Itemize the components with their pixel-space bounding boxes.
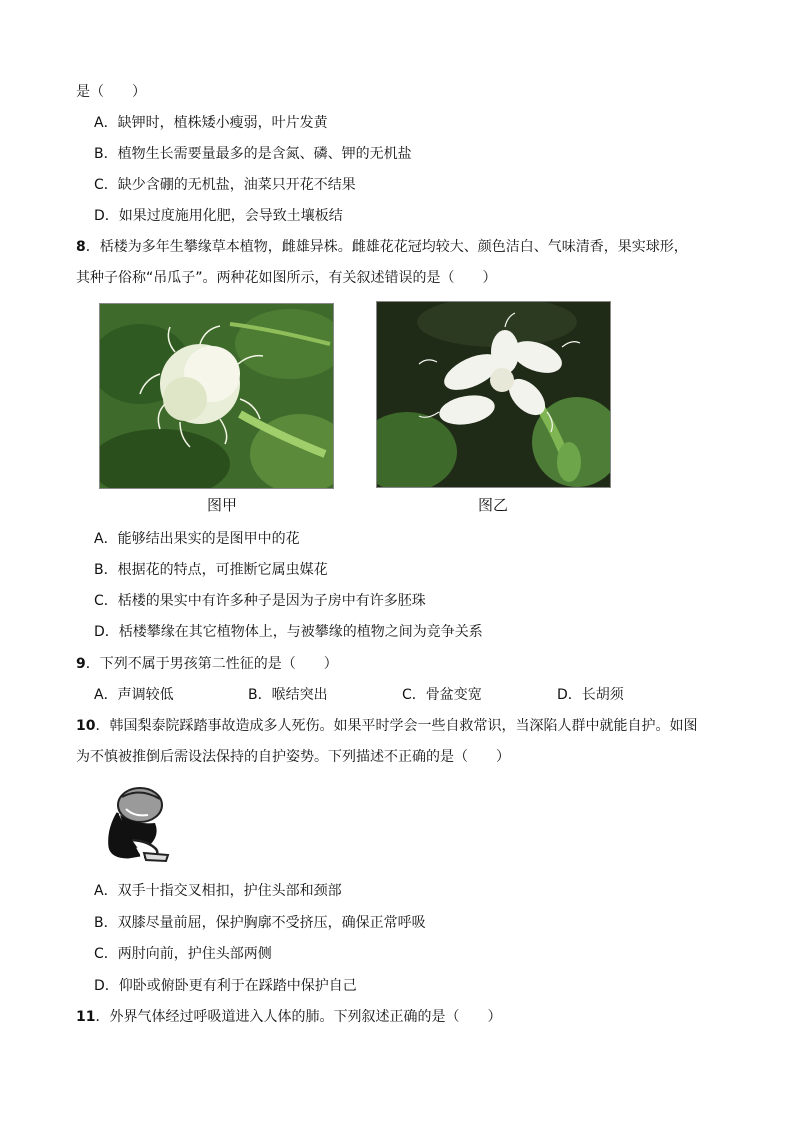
self-protection-posture-figure xyxy=(100,785,172,865)
q8-stem-line2: 其种子俗称“吊瓜子”。两种花如图所示，有关叙述错误的是（ ） xyxy=(76,270,497,286)
flower-photo-yi xyxy=(376,301,611,488)
q9-options-row xyxy=(94,685,654,705)
q10-stem-line1 xyxy=(76,716,697,736)
q10-option-b[interactable]: B．双膝尽量前屈，保护胸廓不受挤压，确保正常呼吸 xyxy=(94,915,426,931)
q7-stem-tail: 是（ ） xyxy=(76,84,146,100)
q8-option-a[interactable]: A．能够结出果实的是图甲中的花 xyxy=(94,531,300,547)
q7-option-d[interactable]: D．如果过度施用化肥，会导致土壤板结 xyxy=(94,208,343,224)
flower-yi-image xyxy=(377,302,610,487)
q10-stem-line2: 为不慎被推倒后需设法保持的自护姿势。下列描述不正确的是（ ） xyxy=(76,749,510,765)
q10-text-1: ．韩国梨泰院踩踏事故造成多人死伤。如果平时学会一些自救常识，当深陷人群中就能自护。如图 xyxy=(95,718,698,734)
q7-option-c[interactable]: C．缺少含硼的无机盐，油菜只开花不结果 xyxy=(94,177,356,193)
q8-option-c[interactable]: C．栝楼的果实中有许多种子是因为子房中有许多胚珠 xyxy=(94,593,426,609)
q11-text: ．外界气体经过呼吸道进入人体的肺。下列叙述正确的是（ ） xyxy=(95,1009,502,1025)
caption-jia: 图甲 xyxy=(206,496,237,514)
q7-option-b[interactable]: B．植物生长需要量最多的是含氮、磷、钾的无机盐 xyxy=(94,146,412,162)
q10-number: 10 xyxy=(76,718,96,734)
q9-number: 9 xyxy=(76,656,86,672)
q11-stem xyxy=(76,1007,501,1027)
q10-option-a[interactable]: A．双手十指交叉相扣，护住头部和颈部 xyxy=(94,883,342,899)
q8-stem-line1 xyxy=(76,237,688,257)
q8-text-1: ．栝楼为多年生攀缘草本植物，雌雄异株。雌雄花花冠均较大、颜色洁白、气味清香，果实球形， xyxy=(85,239,688,255)
q8-option-d[interactable]: D．栝楼攀缘在其它植物体上，与被攀缘的植物之间为竞争关系 xyxy=(94,624,483,640)
q9-option-c[interactable]: C．骨盆变宽 xyxy=(402,687,482,703)
q9-option-d[interactable]: D．长胡须 xyxy=(557,687,624,703)
q8-number: 8 xyxy=(76,239,86,255)
q9-option-a[interactable]: A．声调较低 xyxy=(94,687,174,703)
q9-option-b[interactable]: B．喉结突出 xyxy=(248,687,328,703)
q8-option-b[interactable]: B．根据花的特点，可推断它属虫媒花 xyxy=(94,562,328,578)
flower-photo-jia xyxy=(99,303,334,489)
q11-number: 11 xyxy=(76,1009,96,1025)
q10-option-c[interactable]: C．两肘向前，护住头部两侧 xyxy=(94,946,272,962)
q9-text: ．下列不属于男孩第二性征的是（ ） xyxy=(85,656,338,672)
q10-option-d[interactable]: D．仰卧或俯卧更有利于在踩踏中保护自己 xyxy=(94,978,357,994)
flower-jia-image xyxy=(100,304,333,488)
q7-option-a[interactable]: A．缺钾时，植株矮小瘦弱，叶片发黄 xyxy=(94,115,328,131)
q9-stem xyxy=(76,654,338,674)
caption-yi: 图乙 xyxy=(477,496,508,514)
crouching-person-illustration xyxy=(100,785,172,865)
